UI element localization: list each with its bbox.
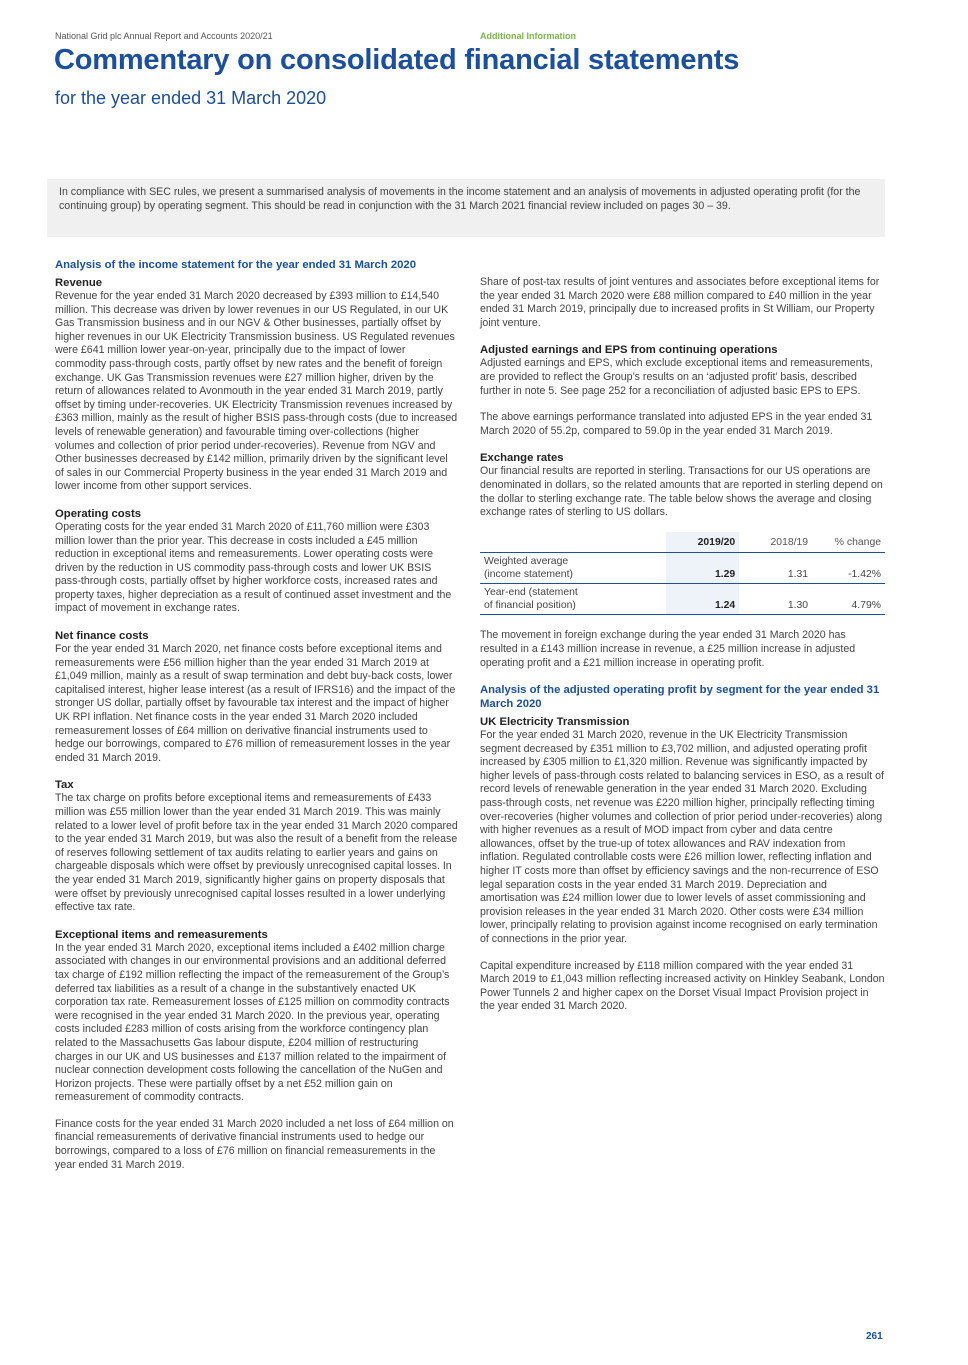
revenue-heading: Revenue xyxy=(55,277,103,289)
uk-electricity-heading: UK Electricity Transmission xyxy=(480,716,630,729)
table-header-row xyxy=(480,532,885,553)
row-label-line2: of financial position) xyxy=(484,599,576,611)
net-finance-text: For the year ended 31 March 2020, net finance costs before exceptional items and remeasurements were £56 million higher than the year ended 31 March 2019 at £1,049 million, mainly as a result of swap termination and debt buy-back costs, lower capitalised interest, higher lease interest (as a result of IFRS16) and the impact of the stronger US dollar, partially offset by favourable tax interest and the impact of higher UK RPI inflation. Net finance costs in the year ended 31 March 2020 included remeasurement losses of £64 million on derivative financial instruments used to hedge our borrowings, compared to £76 million of remeasurement losses in the year ended 31 March 2019. xyxy=(55,643,456,764)
exchange-rates-table xyxy=(480,532,885,616)
revenue-text: Revenue for the year ended 31 March 2020 decreased by £393 million to £14,540 million. This decrease was driven by lower revenues in our US Regulated, in our UK Gas Transmission business and in our NGV & Other businesses, partially offset by higher revenues in our UK Electricity Transmission business. US Regulated revenues were £641 million lower year-on-year, principally due to the impact of lower commodity pass-through costs, partly offset by new rates and the benefit of foreign exchange. UK Gas Transmission revenues were £27 million higher, driven by the return of allowances related to Avonmouth in the year ended 31 March 2019, partly offset by timing under-recoveries. UK Electricity Transmission revenues increased by £363 million, mainly as the result of higher BSIS pass-through costs (due to increased levels of renewable generation) and favourable timing over-collections (higher volumes and collection of prior period under-recoveries). Revenue from NGV and Other businesses decreased by £142 million, primarily driven by the significant level of sales in our Commercial Property business in the year ended 31 March 2019 and lower income from other support services. xyxy=(55,290,458,493)
row-label-line1: Weighted average xyxy=(484,556,569,568)
eps-heading: Adjusted earnings and EPS from continuing operations xyxy=(480,344,778,357)
uk-electricity-text-1: For the year ended 31 March 2020, revenue in the UK Electricity Transmission segment decreased by £351 million to £3,702 million, and adjusted operating profit increased by £305 million to £1,320 million. Revenue was significantly impacted by higher levels of pass-through costs related to balancing services in ESO, as a result of record levels of renewable generation in the year ended 31 March 2020. Excluding pass-through costs, net revenue was £220 million higher, principally reflecting timing over-recoveries (higher volumes and collection of prior period under-recoveries) along with higher revenues as a result of MOD impact from cyber and data centre allowances, offset by the true-up of totex allowances and RAV indexation from inflation. Regulated controllable costs were £26 million lower, reflecting inflation and higher IT costs more than offset by efficiency savings and the non-recurrence of ESO legal separation costs in the year ended 31 March 2019. Depreciation and amortisation was £24 million lower due to lower levels of asset commissioning and provision releases in the year ended 31 March 2020. Other costs were £34 million lower, principally relating to provision against income recognised on early termination of connections in the prior year. xyxy=(480,729,884,945)
page-number: 261 xyxy=(866,1331,883,1342)
segment-section-title: Analysis of the adjusted operating profit by segment for the year ended 31 March 2020 xyxy=(480,684,880,711)
row-label xyxy=(480,553,666,584)
page-title: Commentary on consolidated financial statements xyxy=(54,44,740,76)
eps-text-2: The above earnings performance translated into adjusted EPS in the year ended 31 March 2020 of 55.2p, compared to 59.0p in the year ended 31 March 2019. xyxy=(480,411,873,437)
intro-box: In compliance with SEC rules, we present a summarised analysis of movements in the income statement and an analysis of movements in adjusted operating profit (for the continuing group) by operating segment. This should be read in conjunction with the 31 March 2021 financial review included on pages 30 – 39. xyxy=(47,179,885,237)
uk-electricity-text-2: Capital expenditure increased by £118 million compared with the year ended 31 March 2019 to £1,043 million reflecting increased activity on Hinkley Seabank, London Power Tunnels 2 and higher capex on the Dorset Visual Impact Provision project in the year ended 31 March 2020. xyxy=(480,959,885,1013)
table-row xyxy=(480,584,885,615)
exceptional-heading: Exceptional items and remeasurements xyxy=(55,928,268,941)
operating-costs-heading: Operating costs xyxy=(55,507,142,520)
cell-2018: 1.31 xyxy=(739,553,812,584)
joint-ventures-text: Share of post-tax results of joint ventures and associates before exceptional items for the year ended 31 March 2020 were £88 million compared to £40 million in the year ended 31 March 2019, principally due to increased profits in St William, our Property joint venture. xyxy=(480,276,880,329)
exchange-rates-heading: Exchange rates xyxy=(480,452,564,465)
exchange-rates-text: Our financial results are reported in sterling. Transactions for our US operations are denominated in dollars, so the related amounts that are reported in sterling depend on the dollar to sterling exchange rate. The table below shows the average and closing exchange rates of sterling to US dollars. xyxy=(480,465,883,519)
cell-2019: 1.29 xyxy=(666,553,739,584)
report-name: National Grid plc Annual Report and Accounts 2020/21 xyxy=(55,31,273,41)
eps-text-1: Adjusted earnings and EPS, which exclude exceptional items and remeasurements, are provided to reflect the Group’s results on an ‘adjusted profit’ basis, described further in note 5. See page 252 for a reconciliation of adjusted basic EPS to EPS. xyxy=(480,357,873,397)
exceptional-text-2: Finance costs for the year ended 31 March 2020 included a net loss of £64 million on financial remeasurements of derivative financial instruments used to hedge our borrowings, compared to a loss of £76 million on financial remeasurements in the year ended 31 March 2019. xyxy=(55,1117,454,1171)
right-column xyxy=(480,276,885,1027)
table-header-2018: 2018/19 xyxy=(739,532,812,553)
income-statement-section-title: Analysis of the income statement for the year ended 31 March 2020 xyxy=(55,259,416,271)
row-label-line1: Year-end (statement xyxy=(484,587,578,599)
exchange-movement-text: The movement in foreign exchange during the year ended 31 March 2020 has resulted in a £143 million increase in revenue, a £25 million increase in adjusted operating profit and a £21 million increase in operating profit. xyxy=(480,629,856,669)
section-label: Additional Information xyxy=(480,31,576,41)
page-subtitle: for the year ended 31 March 2020 xyxy=(55,88,327,108)
table-header-label xyxy=(480,532,666,553)
cell-change: 4.79% xyxy=(812,584,885,615)
tax-heading: Tax xyxy=(55,779,74,792)
operating-costs-text: Operating costs for the year ended 31 March 2020 of £11,760 million were £303 million lower than the prior year. This decrease in costs included a £45 million reduction in exceptional items and remeasurements. Lower operating costs were driven by the reduction in US commodity pass-through costs and lower UK BSIS pass-through costs, partially offset by higher workforce costs, increased rates and property taxes, higher depreciation as a result of continued asset investment and the impact of movement in exchange rates. xyxy=(55,520,452,615)
cell-2019: 1.24 xyxy=(666,584,739,615)
table-header-2019: 2019/20 xyxy=(666,532,739,553)
cell-2018: 1.30 xyxy=(739,584,812,615)
row-label-line2: (income statement) xyxy=(484,568,573,580)
cell-change: -1.42% xyxy=(812,553,885,584)
table-row xyxy=(480,553,885,584)
row-label xyxy=(480,584,666,615)
net-finance-heading: Net finance costs xyxy=(55,630,149,643)
table-header-change: % change xyxy=(812,532,885,553)
left-column xyxy=(55,258,458,1185)
tax-text: The tax charge on profits before exceptional items and remeasurements of £433 million was £55 million lower than the year ended 31 March 2019. This was mainly related to a lower level of profit before tax in the year ended 31 March 2020 compared to the year ended 31 March 2019, but was also the result of a benefit from the release of reserves following settlement of tax audits relating to earlier years and gains on chargeable disposals which were offset by previously unrecognised capital losses. In the year ended 31 March 2019, significantly higher gains on property disposals that were offset by previously unrecognised capital losses resulted in a lower underlying effective tax rate. xyxy=(55,792,458,914)
exceptional-text-1: In the year ended 31 March 2020, exceptional items included a £402 million charge associated with changes in our environmental provisions and an additional deferred tax charge of £192 million reflecting the impact of the remeasurement of the Group’s deferred tax liabilities as a result of a change in the substantively enacted UK corporation tax rate. Remeasurement losses of £125 million on commodity contracts were recognised in the year ended 31 March 2020. In the previous year, operating costs included £283 million of costs arising from the workforce contingency plan related to the Massachusetts Gas labour dispute, £204 million of restructuring charges in our UK and US businesses and £137 million related to the impairment of nuclear connection development costs following the cancellation of the NuGen and Horizon projects. These were partially offset by a net £52 million gain on remeasurement of commodity contracts. xyxy=(55,941,450,1104)
